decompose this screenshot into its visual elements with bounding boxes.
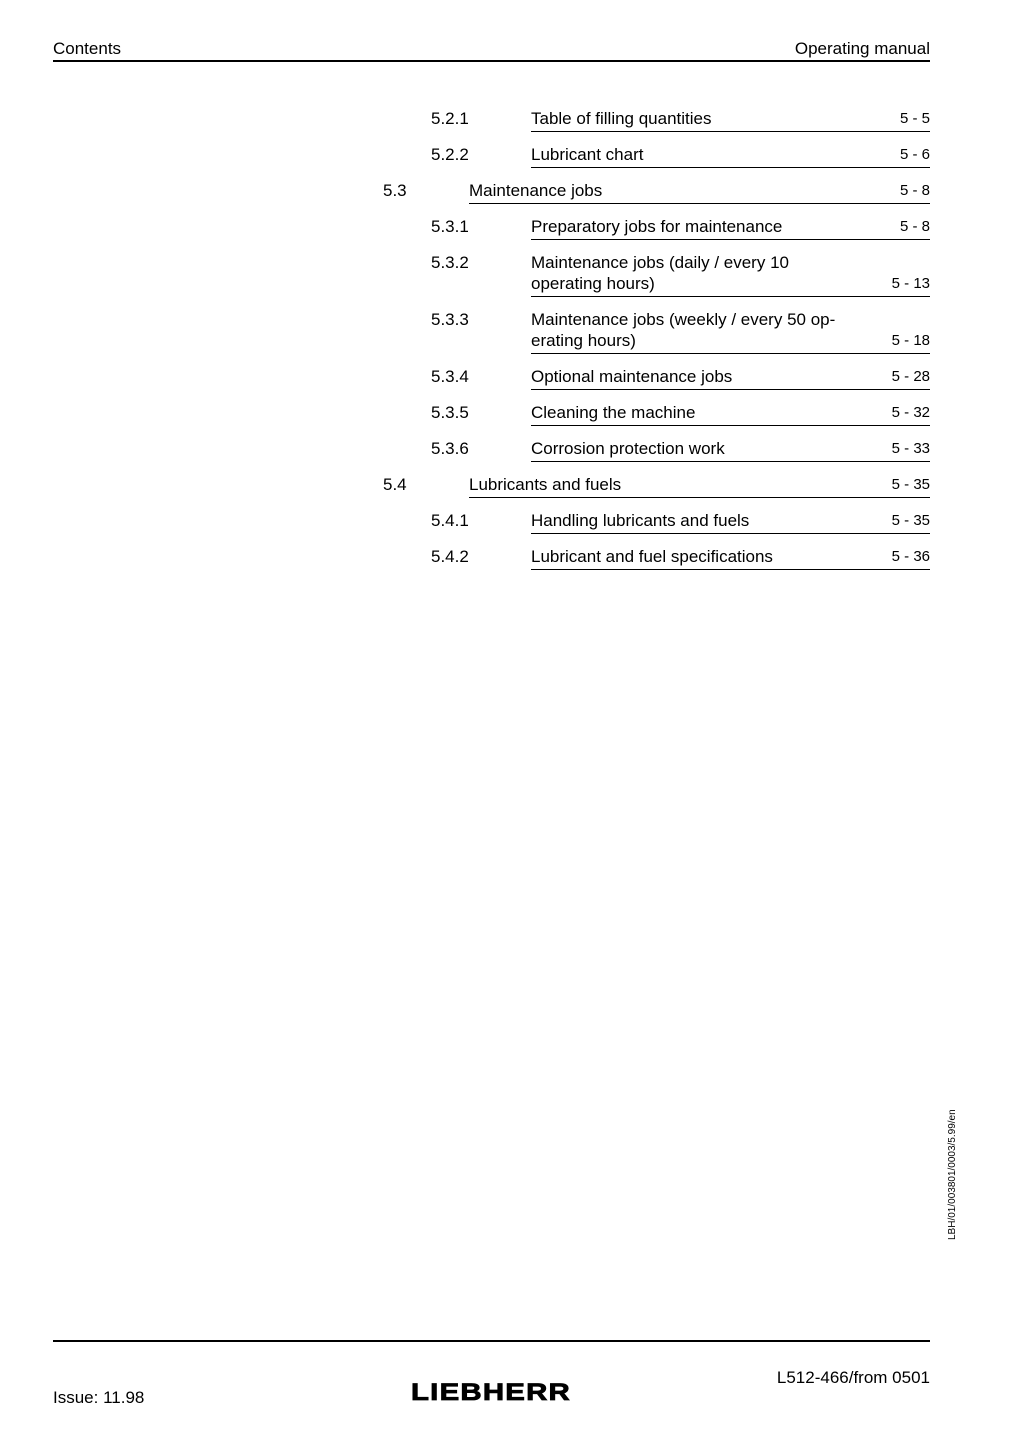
toc-entry-page: 5 - 35 — [891, 512, 930, 529]
toc-entry-page: 5 - 35 — [891, 476, 930, 493]
document-reference: L512-466/from 0501 — [776, 1368, 930, 1387]
toc-entry-page: 5 - 5 — [899, 110, 930, 127]
toc-entry-page: 5 - 32 — [891, 404, 930, 421]
toc-entry-number: 5.3.3 — [431, 310, 469, 329]
toc-entry-title: Corrosion protection work — [531, 439, 725, 458]
toc-entry-title-box — [531, 108, 930, 132]
svg-text:LIEBHERR: LIEBHERR — [411, 1379, 571, 1406]
toc-entry-page: 5 - 8 — [899, 182, 930, 199]
toc-entry-number: 5.3.2 — [431, 253, 469, 272]
toc-entry-title: Cleaning the machine — [531, 403, 696, 422]
liebherr-logo — [410, 1378, 572, 1406]
toc-entry-title-box — [531, 144, 930, 168]
toc-entry-page: 5 - 13 — [891, 275, 930, 292]
toc-entry-title-box — [531, 546, 930, 570]
toc-entry-title: Lubricants and fuels — [469, 475, 622, 494]
header-document-type: Operating manual — [794, 39, 930, 58]
toc-entry-number: 5.4.2 — [431, 547, 469, 566]
toc-entry-number: 5.3.5 — [431, 403, 469, 422]
toc-entry-title: Handling lubricants and fuels — [531, 511, 750, 530]
toc-entry-title: Table of filling quantities — [531, 109, 712, 128]
toc-entry-title-box — [531, 216, 930, 240]
toc-entry-title-box — [531, 402, 930, 426]
toc-entry-title: Preparatory jobs for maintenance — [531, 217, 783, 236]
toc-entry-page: 5 - 36 — [891, 548, 930, 565]
document-code: LBH/01/003801/0003/5.99/en — [947, 1109, 958, 1240]
toc-entry-title-box — [469, 474, 930, 498]
footer-divider — [53, 1340, 930, 1342]
toc-entry-title: Lubricant and fuel specifications — [531, 547, 773, 566]
toc-entry-title-box — [531, 309, 930, 354]
issue-label: Issue: 11.98 — [53, 1388, 145, 1407]
toc-entry-number: 5.2.1 — [431, 109, 469, 128]
toc-entry-number: 5.4 — [383, 475, 407, 494]
toc-entry-page: 5 - 6 — [899, 146, 930, 163]
toc-entry-title-box — [469, 180, 930, 204]
toc-entry-title: Maintenance jobs — [469, 181, 603, 200]
toc-entry-number: 5.3 — [383, 181, 407, 200]
toc-entry-number: 5.3.1 — [431, 217, 469, 236]
toc-entry-number: 5.4.1 — [431, 511, 469, 530]
table-of-contents — [0, 0, 1024, 600]
toc-entry-page: 5 - 28 — [891, 368, 930, 385]
toc-entry-title: Optional maintenance jobs — [531, 367, 733, 386]
toc-entry-title: Maintenance jobs (weekly / every 50 op- erating hours) — [531, 310, 836, 350]
toc-entry-page: 5 - 8 — [899, 218, 930, 235]
toc-entry-number: 5.3.6 — [431, 439, 469, 458]
toc-entry-page: 5 - 33 — [891, 440, 930, 457]
toc-entry-title-box — [531, 510, 930, 534]
toc-entry-title: Maintenance jobs (daily / every 10 operating hours) — [531, 253, 789, 293]
toc-entry-title-box — [531, 252, 930, 297]
header-section-title: Contents — [53, 39, 122, 58]
toc-entry-page: 5 - 18 — [891, 332, 930, 349]
toc-entry-title-box — [531, 438, 930, 462]
toc-entry-number: 5.2.2 — [431, 145, 469, 164]
toc-entry-title: Lubricant chart — [531, 145, 644, 164]
toc-entry-number: 5.3.4 — [431, 367, 469, 386]
toc-entry-title-box — [531, 366, 930, 390]
